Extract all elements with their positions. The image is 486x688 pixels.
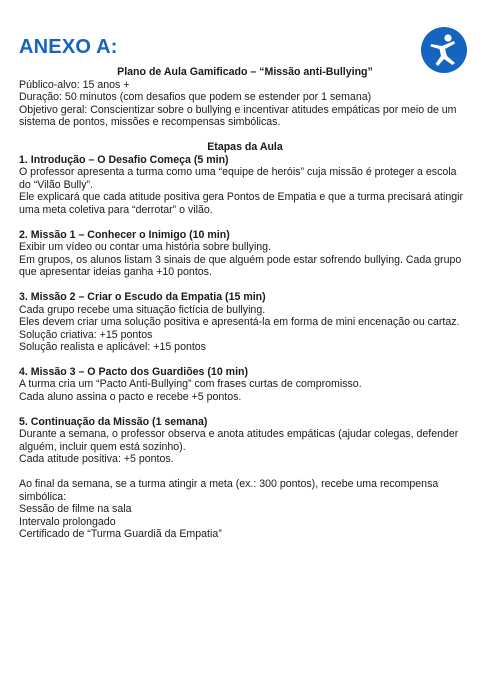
audience-text: Público-alvo: 15 anos + [19, 78, 130, 91]
reward-item: Sessão de filme na sala [19, 503, 132, 516]
section-5-text: Cada atitude positiva: +5 pontos. [19, 453, 174, 466]
section-4-text: Cada aluno assina o pacto e recebe +5 pontos. [19, 391, 242, 404]
annex-title: ANEXO A: [19, 36, 118, 58]
reward-item: Certificado de “Turma Guardiã da Empatia” [19, 528, 222, 541]
document-body [19, 66, 471, 541]
plan-title: Plano de Aula Gamificado – “Missão anti-Bullying” [117, 66, 373, 78]
section-5-text: Durante a semana, o professor observa e anota atitudes empáticas (ajudar colegas, defender alguém, incluir quem está sozinho). [19, 428, 459, 453]
section-3-text: Solução criativa: +15 pontos [19, 328, 153, 341]
steps-title: Etapas da Aula [207, 140, 283, 153]
section-3-text: Solução realista e aplicável: +15 pontos [19, 341, 206, 354]
section-3-text: Cada grupo recebe uma situação fictícia de bullying. [19, 303, 266, 316]
section-2-text: Exibir um vídeo ou contar uma história sobre bullying. [19, 241, 272, 254]
section-2-heading: 2. Missão 1 – Conhecer o Inimigo (10 min) [19, 228, 230, 241]
section-3-heading: 3. Missão 2 – Criar o Escudo da Empatia (15 min) [19, 290, 266, 303]
goal-text: Objetivo geral: Conscientizar sobre o bullying e incentivar atitudes empáticas por meio de um sistema de pontos, missões e recompensas simbólicas. [19, 103, 457, 129]
section-4-heading: 4. Missão 3 – O Pacto dos Guardiões (10 min) [19, 365, 249, 378]
section-1-text: Ele explicará que cada atitude positiva gera Pontos de Empatia e que a turma precisará atingir uma meta coletiva para “derrotar” o vilão. [19, 191, 464, 216]
section-2-text: Em grupos, os alunos listam 3 sinais de que alguém pode estar sofrendo bullying. Cada grupo que apresentar ideias ganha +10 pontos. [19, 253, 462, 279]
section-1-heading: 1. Introdução – O Desafio Começa (5 min) [19, 153, 229, 166]
section-3-text: Eles devem criar uma solução positiva e apresentá-la em forma de mini encenação ou cartaz. [19, 316, 460, 329]
final-intro-text: Ao final da semana, se a turma atingir a meta (ex.: 300 pontos), recebe uma recompensa simbólica: [19, 478, 439, 503]
duration-text: Duração: 50 minutos (com desafios que podem se estender por 1 semana) [19, 91, 372, 104]
reward-item: Intervalo prolongado [19, 515, 116, 528]
section-1-text: O professor apresenta a turma como uma “equipe de heróis” cuja missão é proteger a escola do “Vilão Bully”. [19, 166, 457, 191]
section-5-heading: 5. Continuação da Missão (1 semana) [19, 415, 208, 428]
section-4-text: A turma cria um “Pacto Anti-Bullying” com frases curtas de compromisso. [19, 378, 362, 391]
